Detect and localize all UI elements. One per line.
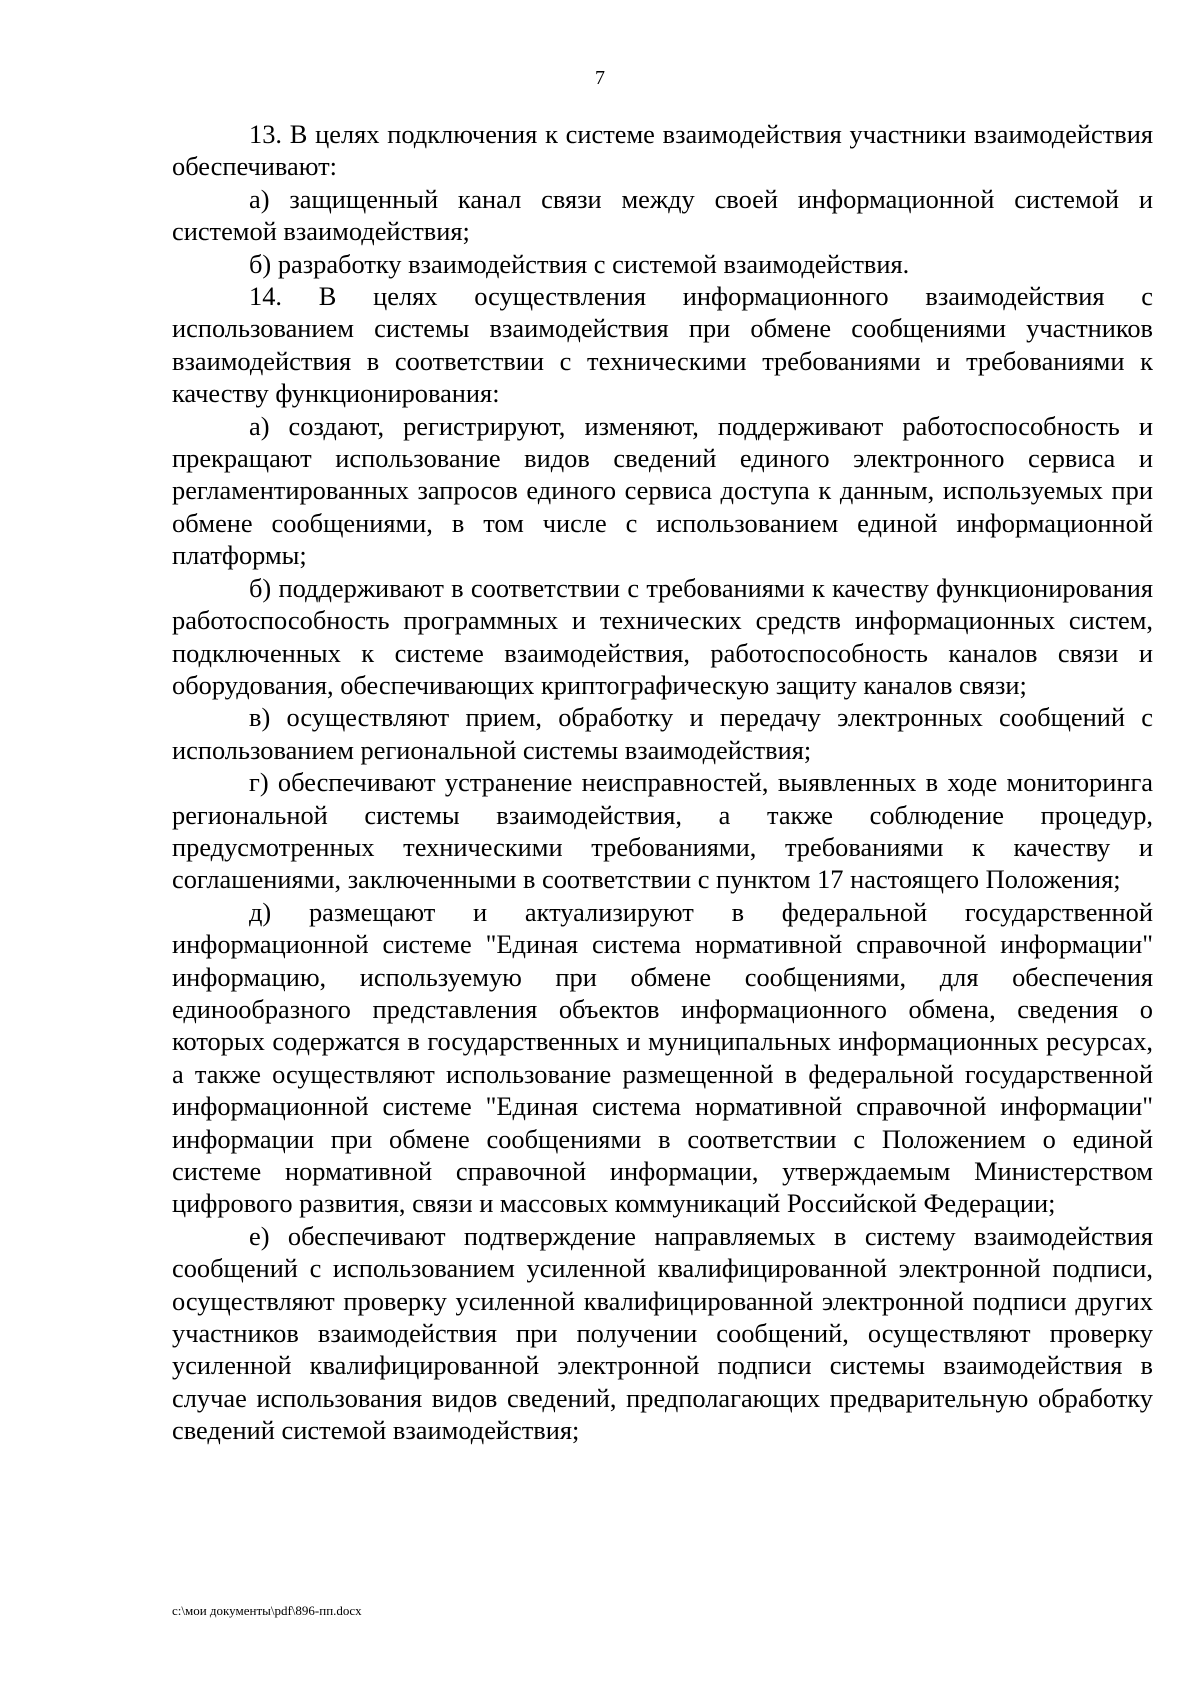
paragraph-13-b: б) разработку взаимодействия с системой взаимодействия. [249, 248, 910, 279]
paragraph-14-b: б) поддерживают в соответствии с требованиями к качеству функционирования работоспособность программных и технических средств информационных систем, подключенных к системе взаимодействия, работоспособность каналов связи и оборудования, обеспечивающих криптографическую защиту каналов связи; [172, 572, 1153, 700]
paragraph-14-d: д) размещают и актуализируют в федеральной государственной информационной системе "Единая система нормативной справочной информации" информацию, используемую при обмене сообщениями, для обеспечения единообразного представления объектов информационного обмена, сведения о которых содержатся в государственных и муниципальных информационных ресурсах, а также осуществляют использование размещенной в федеральной государственной информационной системе "Единая система нормативной справочной информации" информации при обмене сообщениями в соответствии с Положением о единой системе нормативной справочной информации, утверждаемым Министерством цифрового развития, связи и массовых коммуникаций Российской Федерации; [172, 896, 1153, 1219]
paragraph-14-g: г) обеспечивают устранение неисправностей, выявленных в ходе мониторинга региональной системы взаимодействия, а также соблюдение процедур, предусмотренных техническими требованиями, требованиями к качеству и соглашениями, заключенными в соответствии с пунктом 17 настоящего Положения; [172, 767, 1153, 895]
page-number: 7 [595, 67, 605, 89]
paragraph-14: 14. В целях осуществления информационного взаимодействия с использованием системы взаимодействия при обмене сообщениями участников взаимодействия в соответствии с техническими требованиями и требованиями к качеству функционирования: [172, 281, 1153, 409]
paragraph-14-e: е) обеспечивают подтверждение направляемых в систему взаимодействия сообщений с использованием усиленной квалифицированной электронной подписи, осуществляют проверку усиленной квалифицированной электронной подписи других участников взаимодействия при получении сообщений, осуществляют проверку усиленной квалифицированной электронной подписи системы взаимодействия в случае использования видов сведений, предполагающих предварительную обработку сведений системой взаимодействия; [172, 1220, 1153, 1446]
paragraph-14-a: а) создают, регистрируют, изменяют, поддерживают работоспособность и прекращают использование видов сведений единого электронного сервиса и регламентированных запросов единого сервиса доступа к данным, используемых при обмене сообщениями, в том числе с использованием единой информационной платформы; [172, 410, 1153, 571]
footer-file-path: c:\мои документы\pdf\896-пп.docx [172, 1603, 362, 1618]
paragraph-13: 13. В целях подключения к системе взаимодействия участники взаимодействия обеспечивают: [172, 119, 1153, 182]
paragraph-13-a: а) защищенный канал связи между своей информационной системой и системой взаимодействия; [172, 183, 1153, 247]
paragraph-14-v: в) осуществляют прием, обработку и передачу электронных сообщений с использованием региональной системы взаимодействия; [172, 702, 1153, 765]
document-body [172, 118, 1153, 1447]
